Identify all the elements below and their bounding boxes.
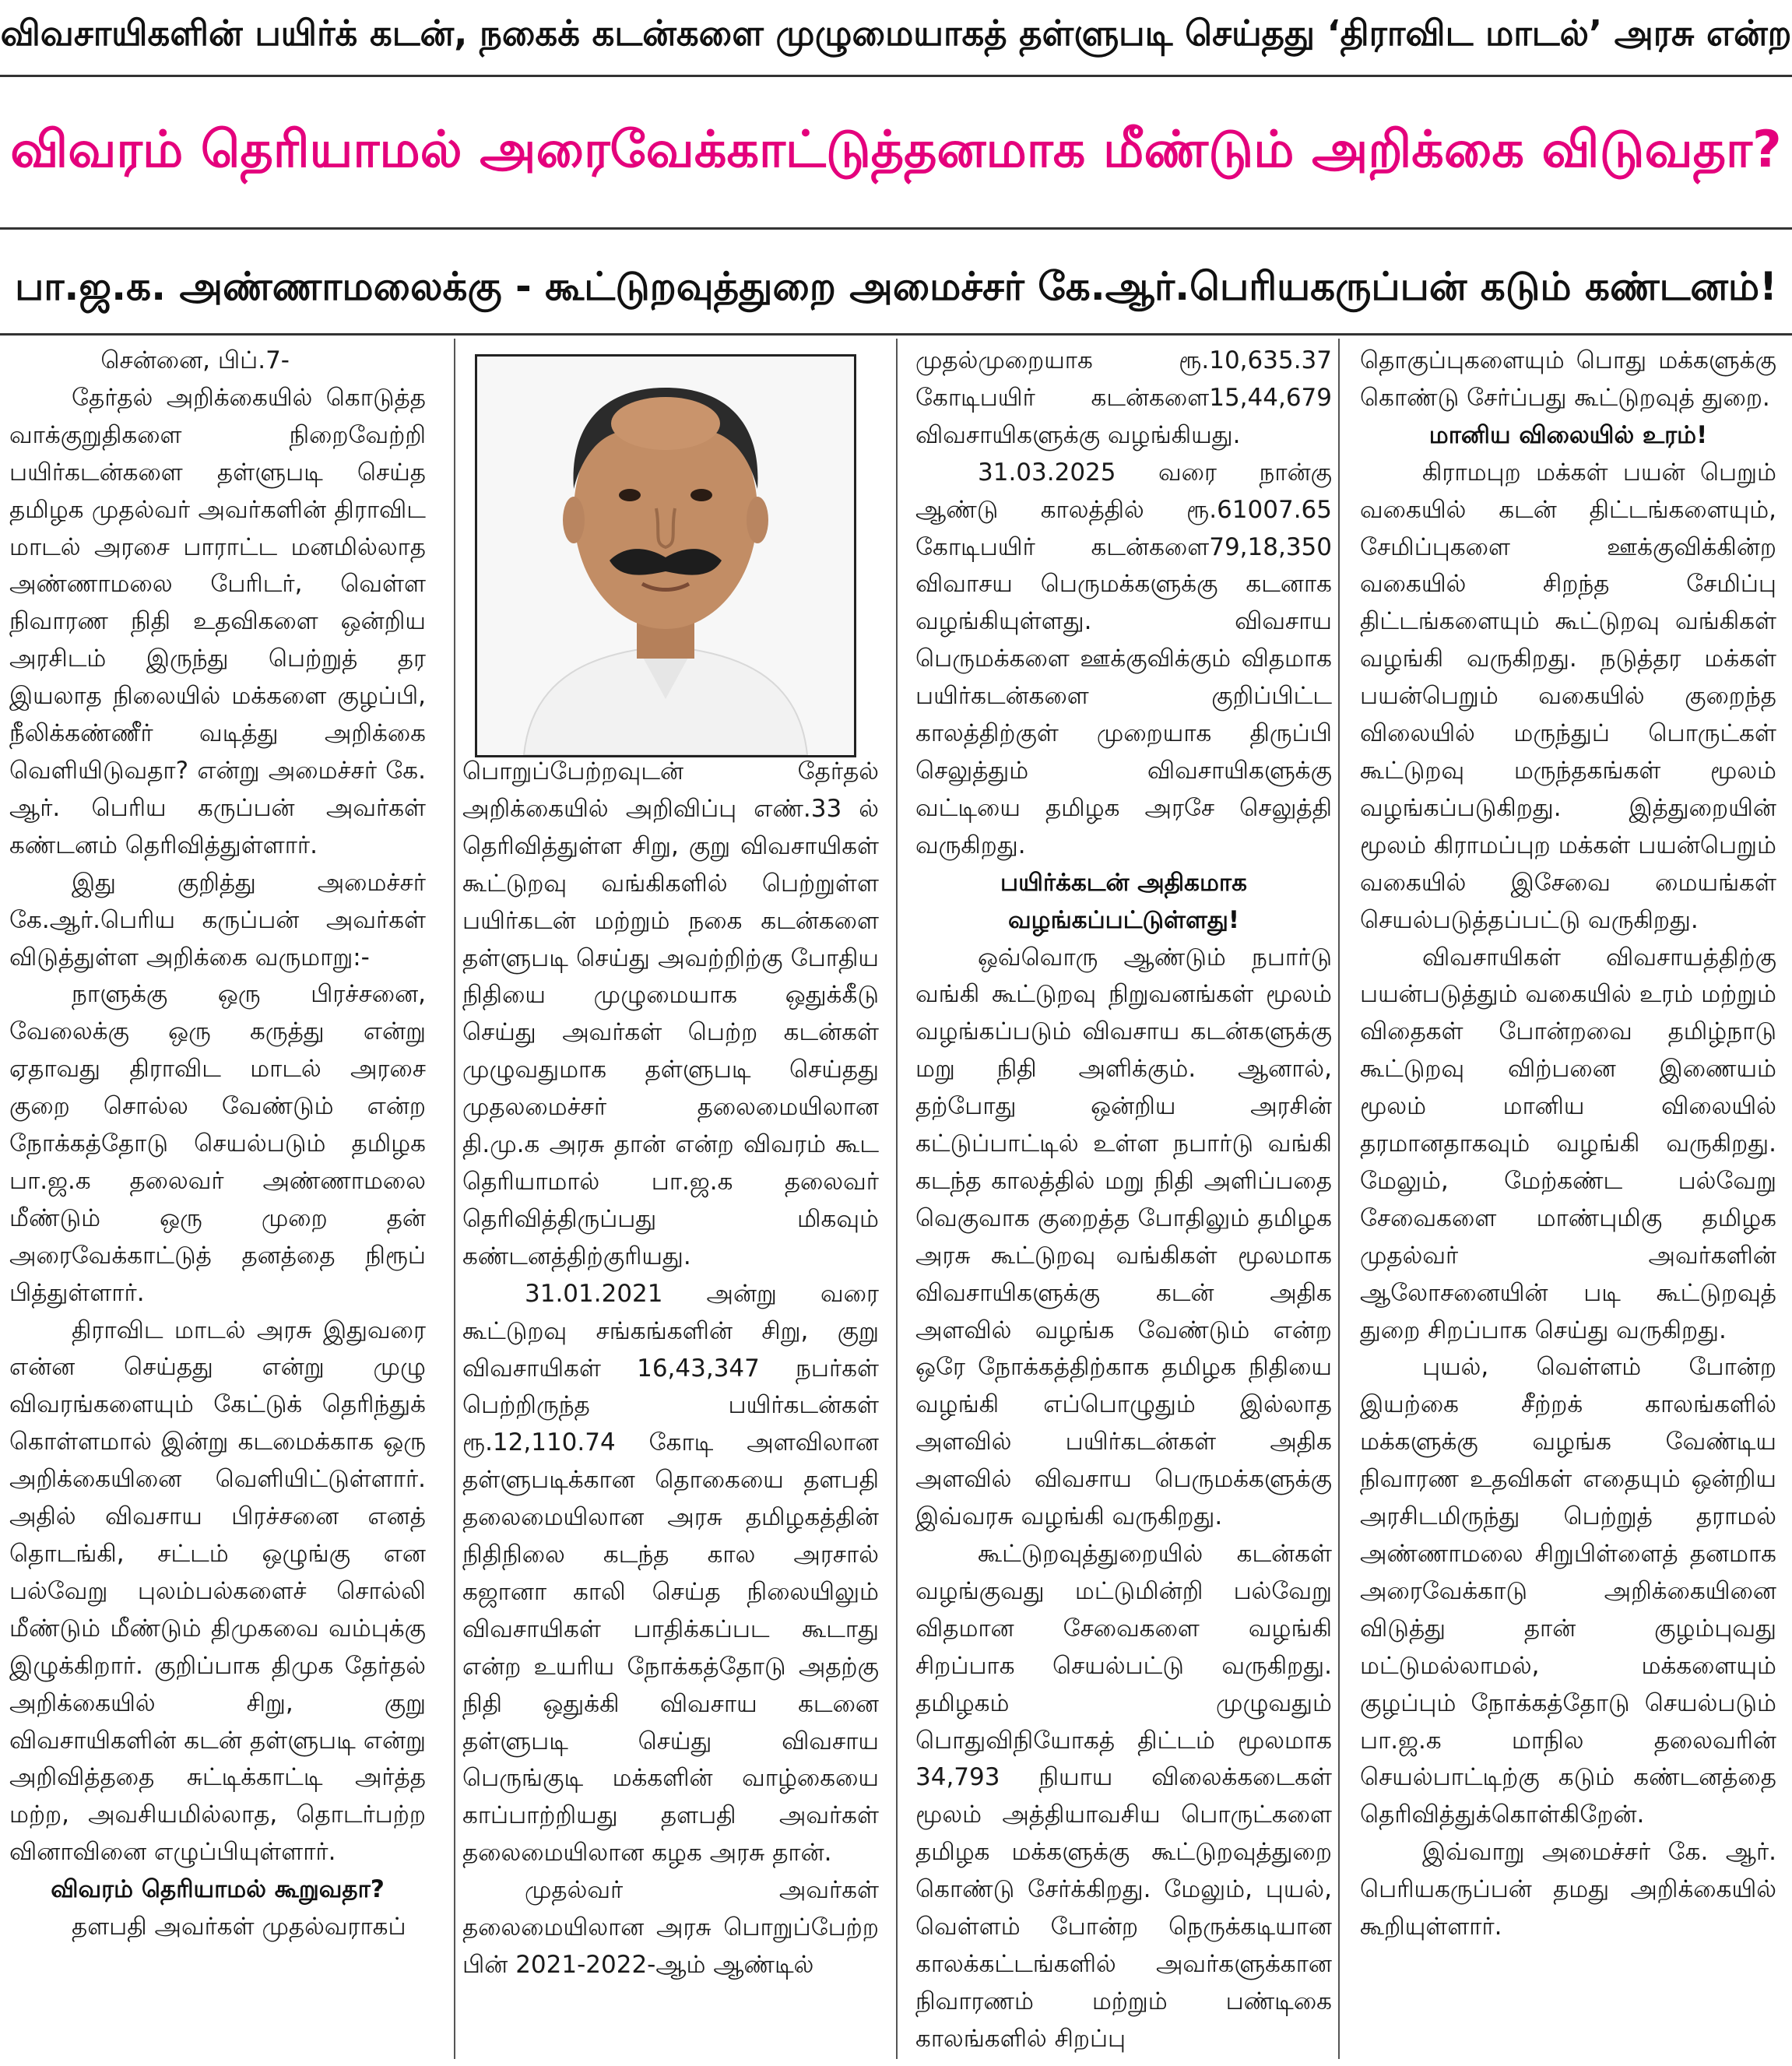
- paragraph: புயல், வெள்ளம் போன்ற இயற்கை சீற்றக் காலங்களில் மக்களுக்கு வழங்க வேண்டிய நிவாரண உதவிகள் எதையும் ஒன்றிய அரசிடமிருந்து பெற்றுத் தராமல் அண்ணாமலை சிறுபிள்ளைத் தனமாக அரைவேக்காடு அறிக்கையினை விடுத்து தான் குழம்புவது மட்டுமல்லாமல், மக்களையும் குழப்பும் நோக்கத்தோடு செயல்படும் பா.ஜ.க மாநில தலைவரின் செயல்பாட்டிற்கு கடும் கண்டனத்தை தெரிவித்துக்கொள்கிறேன்.: [1360, 1353, 1776, 1829]
- kicker-headline: விவசாயிகளின் பயிர்க் கடன், நகைக் கடன்களை முழுமையாகத் தள்ளுபடி செய்தது ‘திராவிட மாடல்’ அரசு என்ற: [0, 12, 1792, 54]
- paragraph: முதல்வர் அவர்கள் தலைமையிலான அரசு பொறுப்பேற்ற பின் 2021-2022-ஆம் ஆண்டில்: [462, 1876, 879, 1979]
- column-divider: [896, 339, 898, 2059]
- column-divider: [1338, 339, 1340, 2059]
- paragraph: 31.01.2021 அன்று வரை கூட்டுறவு சங்கங்களின் சிறு, குறு விவசாயிகள் 16,43,347 நபர்கள் பெற்றிருந்த பயிர்கடன்கள் ரூ.12,110.74 கோடி அளவிலான தள்ளுபடிக்கான தொகையை தளபதி தலைமையிலான அரசு தமிழகத்தின் நிதிநிலை கடந்த கால அரசால் கஜானா காலி செய்த நிலையிலும் விவசாயிகள் பாதிக்கப்பட கூடாது என்ற உயரிய நோக்கத்தோடு அதற்கு நிதி ஒதுக்கி விவசாய கடனை தள்ளுபடி செய்து விவசாய பெருங்குடி மக்களின் வாழ்கையை காப்பாற்றியது தளபதி அவர்கள் தலைமையிலான கழக அரசு தான்.: [462, 1279, 879, 1867]
- paragraph: திராவிட மாடல் அரசு இதுவரை என்ன செய்தது என்று முழு விவரங்களையும் கேட்டுக் தெரிந்துக் கொள்ளமால் இன்று கடமைக்காக ஒரு அறிக்கையினை வெளியிட்டுள்ளார். அதில் விவசாய பிரச்சனை எனத் தொடங்கி, சட்டம் ஒழுங்கு என பல்வேறு புலம்பல்களைச் சொல்லி மீண்டும் மீண்டும் திமுகவை வம்புக்கு இழுக்கிறார். குறிப்பாக திமுக தேர்தல் அறிக்கையில் சிறு, குறு விவசாயிகளின் கடன் தள்ளுபடி என்று அறிவித்ததை சுட்டிக்காட்டி அர்த்த மற்ற, அவசியமில்லாத, தொடர்பற்ற வினாவினை எழுப்பியுள்ளார்.: [9, 1316, 426, 1867]
- section-subhead: விவரம் தெரியாமல் கூறுவதா?: [51, 1875, 385, 1904]
- headline-rule: [0, 227, 1792, 230]
- paragraph: இது குறித்து அமைச்சர் கே.ஆர்.பெரிய கருப்பன் அவர்கள் விடுத்துள்ள அறிக்கை வருமாறு:-: [9, 868, 426, 972]
- section-subhead: மானிய விலையில் உரம்!: [1428, 420, 1708, 449]
- article-column-3: [915, 343, 1332, 2058]
- paragraph: தளபதி அவர்கள் முதல்வராகப்: [72, 1913, 406, 1941]
- article-column-2: [462, 754, 879, 1984]
- minister-portrait-photo: [475, 354, 856, 757]
- paragraph: நாளுக்கு ஒரு பிரச்சனை, வேலைக்கு ஒரு கருத்து என்று ஏதாவது திராவிட மாடல் அரசை குறை சொல்ல வேண்டும் என்ற நோக்கத்தோடு செயல்படும் தமிழக பா.ஜ.க தலைவர் அண்ணாமலை மீண்டும் ஒரு முறை தன் அரைவேக்காட்டுத் தனத்தை நிரூப் பித்துள்ளார்.: [9, 980, 426, 1307]
- article-column-4: [1360, 343, 1776, 1946]
- section-subhead: பயிர்க்கடன் அதிகமாக வழங்கப்பட்டுள்ளது!: [1000, 868, 1247, 934]
- paragraph: தேர்தல் அறிக்கையில் கொடுத்த வாக்குறுதிகளை நிறைவேற்றி பயிர்கடன்களை தள்ளுபடி செய்த தமிழக முதல்வர் அவர்களின் திராவிட மாடல் அரசை பாராட்ட மனமில்லாத அண்ணாமலை பேரிடர், வெள்ள நிவாரண நிதி உதவிகளை ஒன்றிய அரசிடம் இருந்து பெற்றுத் தர இயலாத நிலையில் மக்களை குழப்பி, நீலிக்கண்ணீர் வடித்து அறிக்கை வெளியிடுவதா? என்று அமைச்சர் கே. ஆர். பெரிய கருப்பன் அவர்கள் கண்டனம் தெரிவித்துள்ளார்.: [9, 383, 426, 859]
- paragraph: விவசாயிகள் விவசாயத்திற்கு பயன்படுத்தும் வகையில் உரம் மற்றும் விதைகள் போன்றவை தமிழ்நாடு கூட்டுறவு விற்பனை இணையம் மூலம் மானிய விலையில் தரமானதாகவும் வழங்கி வருகிறது. மேலும், மேற்கண்ட பல்வேறு சேவைகளை மாண்புமிகு தமிழக முதல்வர் அவர்களின் ஆலோசனையின் படி கூட்டுறவுத் துறை சிறப்பாக செய்து வருகிறது.: [1360, 943, 1776, 1344]
- paragraph: கிராமபுற மக்கள் பயன் பெறும் வகையில் கடன் திட்டங்களையும், சேமிப்புகளை ஊக்குவிக்கின்ற வகையில் சிறந்த சேமிப்பு திட்டங்களையும் கூட்டுறவு வங்கிகள் வழங்கி வருகிறது. நடுத்தர மக்கள் பயன்பெறும் வகையில் குறைந்த விலையில் மருந்துப் பொருட்கள் கூட்டுறவு மருந்தகங்கள் மூலம் வழங்கப்படுகிறது. இத்துறையின் மூலம் கிராமப்புற மக்கள் பயன்பெறும் வகையில் இசேவை மையங்கள் செயல்படுத்தப்பட்டு வருகிறது.: [1360, 458, 1776, 934]
- column-divider: [454, 339, 455, 2059]
- paragraph: 31.03.2025 வரை நான்கு ஆண்டு காலத்தில் ரூ.61007.65 கோடிபயிர் கடன்களை79,18,350 விவாசய பெருமக்களுக்கு கடனாக வழங்கியுள்ளது. விவசாய பெருமக்களை ஊக்குவிக்கும் விதமாக பயிர்கடன்களை குறிப்பிட்ட காலத்திற்குள் முறையாக திருப்பி செலுத்தும் விவசாயிகளுக்கு வட்டியை தமிழக அரசே செலுத்தி வருகிறது.: [915, 458, 1332, 859]
- paragraph: இவ்வாறு அமைச்சர் கே. ஆர். பெரியகருப்பன் தமது அறிக்கையில் கூறியுள்ளார்.: [1360, 1838, 1776, 1941]
- main-headline: விவரம் தெரியாமல் அரைவேக்காட்டுத்தனமாக மீண்டும் அறிக்கை விடுவதா?: [10, 121, 1782, 179]
- body-rule: [0, 333, 1792, 336]
- article-column-1: [9, 343, 426, 1946]
- top-rule: [0, 75, 1792, 77]
- paragraph: ஒவ்வொரு ஆண்டும் நபார்டு வங்கி கூட்டுறவு நிறுவனங்கள் மூலம் வழங்கப்படும் விவசாய கடன்களுக்கு மறு நிதி அளிக்கும். ஆனால், தற்போது ஒன்றிய அரசின் கட்டுப்பாட்டில் உள்ள நபார்டு வங்கி கடந்த காலத்தில் மறு நிதி அளிப்பதை வெகுவாக குறைத்த போதிலும் தமிழக அரசு கூட்டுறவு வங்கிகள் மூலமாக விவசாயிகளுக்கு கடன் அதிக அளவில் வழங்க வேண்டும் என்ற ஒரே நோக்கத்திற்காக தமிழக நிதியை வழங்கி எப்பொழுதும் இல்லாத அளவில் பயிர்கடன்கள் அதிக அளவில் விவசாய பெருமக்களுக்கு இவ்வரசு வழங்கி வருகிறது.: [915, 943, 1332, 1531]
- dateline: சென்னை, பிப்.7-: [100, 346, 290, 374]
- sub-headline: பா.ஜ.க. அண்ணாமலைக்கு - கூட்டுறவுத்துறை அமைச்சர் கே.ஆர்.பெரியகருப்பன் கடும் கண்டனம்!: [15, 264, 1777, 309]
- paragraph: பொறுப்பேற்றவுடன் தேர்தல் அறிக்கையில் அறிவிப்பு எண்.33 ல் தெரிவித்துள்ள சிறு, குறு விவசாயிகள் கூட்டுறவு வங்கிகளில் பெற்றுள்ள பயிர்கடன் மற்றும் நகை கடன்களை தள்ளுபடி செய்து அவற்றிற்கு போதிய நிதியை முழுமையாக ஒதுக்கீடு செய்து அவர்கள் பெற்ற கடன்கள் முழுவதுமாக தள்ளுபடி செய்தது முதலமைச்சர் தலைமையிலான தி.மு.க அரசு தான் என்ற விவரம் கூட தெரியாமால் பா.ஜ.க தலைவர் தெரிவித்திருப்பது மிகவும் கண்டனத்திற்குரியது.: [462, 757, 879, 1270]
- paragraph: கூட்டுறவுத்துறையில் கடன்கள் வழங்குவது மட்டுமின்றி பல்வேறு விதமான சேவைகளை வழங்கி சிறப்பாக செயல்பட்டு வருகிறது. தமிழகம் முழுவதும் பொதுவிநியோகத் திட்டம் மூலமாக 34,793 நியாய விலைக்கடைகள் மூலம் அத்தியாவசிய பொருட்களை தமிழக மக்களுக்கு கூட்டுறவுத்துறை கொண்டு சேர்க்கிறது. மேலும், புயல், வெள்ளம் போன்ற நெருக்கடியான காலக்கட்டங்களில் அவர்களுக்கான நிவாரணம் மற்றும் பண்டிகை காலங்களில் சிறப்பு: [915, 1540, 1332, 2053]
- paragraph: தொகுப்புகளையும் பொது மக்களுக்கு கொண்டு சேர்ப்பது கூட்டுறவுத் துறை.: [1360, 346, 1776, 412]
- minister-portrait-icon: [477, 357, 854, 755]
- paragraph: முதல்முறையாக ரூ.10,635.37 கோடிபயிர் கடன்களை15,44,679 விவசாயிகளுக்கு வழங்கியது.: [915, 346, 1332, 449]
